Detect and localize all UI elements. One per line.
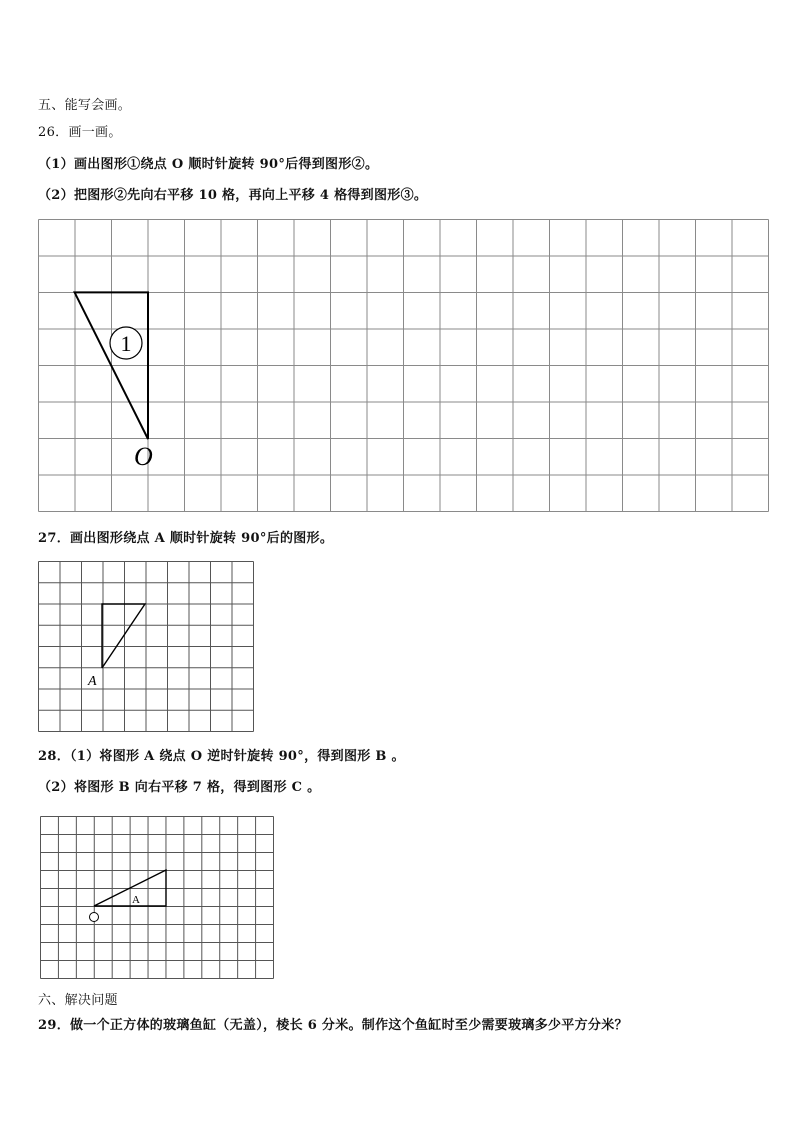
question-28-part-1: 28．（1）将图形 A 绕点 O 逆时针旋转 90°，得到图形 B 。	[38, 749, 405, 764]
point-o-marker	[90, 913, 99, 922]
shape-1-label: 1	[120, 331, 132, 356]
question-27-title: 27．画出图形绕点 A 顺时针旋转 90°后的图形。	[38, 531, 334, 546]
question-28-part-2: （2）将图形 B 向右平移 7 格，得到图形 C 。	[38, 780, 321, 795]
section-five-heading: 五、能写会画。	[38, 98, 132, 113]
section-six-heading: 六、解决问题	[38, 993, 118, 1008]
question-26-part-1: （1）画出图形①绕点 O 顺时针旋转 90°后得到图形②。	[38, 157, 379, 172]
question-28-grid	[40, 816, 276, 981]
q27-shape	[102, 604, 145, 668]
question-26-grid	[38, 219, 770, 514]
question-26-title: 26．画一画。	[38, 125, 122, 140]
point-a-label: A	[88, 674, 97, 689]
question-29-text: 29．做一个正方体的玻璃鱼缸（无盖），棱长 6 分米。制作这个鱼缸时至少需要玻璃多少平方分米？	[38, 1018, 628, 1033]
question-27-grid	[38, 561, 256, 735]
point-o-label: O	[134, 442, 153, 471]
question-26-part-2: （2）把图形②先向右平移 10 格，再向上平移 4 格得到图形③。	[38, 188, 428, 203]
shape-a-label: A	[132, 894, 140, 906]
